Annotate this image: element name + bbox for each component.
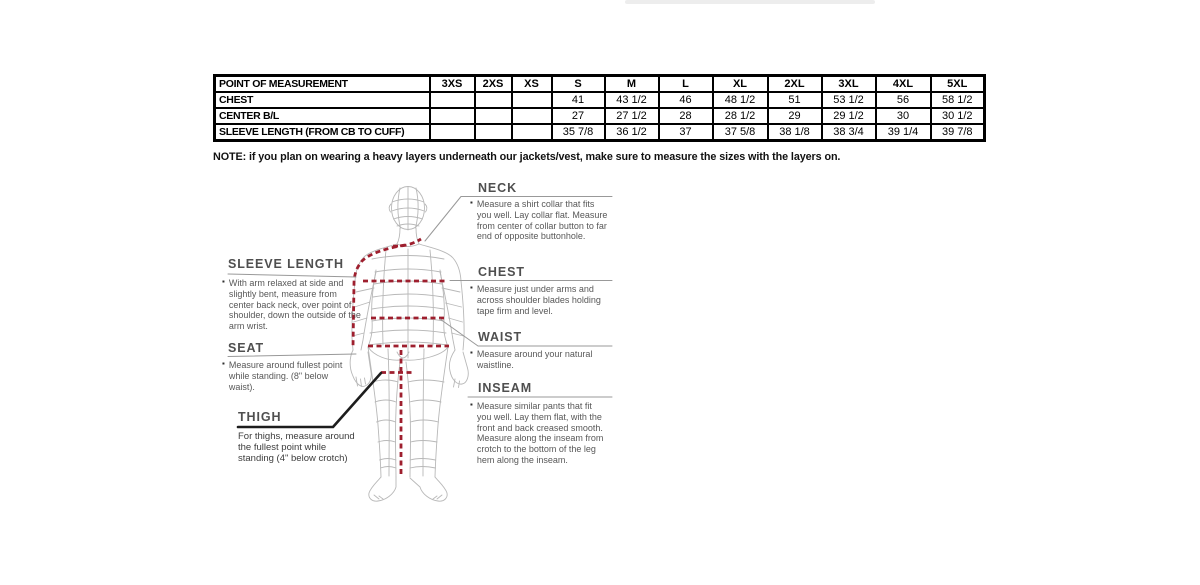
section-text-seat: ▪ Measure around fullest point while standing. (8" below waist). — [222, 360, 352, 392]
section-heading-thigh: THIGH — [238, 410, 282, 424]
table-header-row — [215, 76, 985, 93]
section-text-thigh: For thighs, measure around the fullest point while standing (4" below crotch) — [238, 431, 355, 465]
size-cell: 28 — [659, 108, 713, 124]
column-header-xl: XL — [713, 76, 768, 93]
bullet-square-icon — [222, 359, 225, 370]
size-cell: 30 1/2 — [931, 108, 985, 124]
size-cell: 30 — [876, 108, 931, 124]
bullet-square-icon — [470, 283, 473, 294]
row-label-chest: CHEST — [215, 92, 430, 108]
size-chart-table — [213, 74, 986, 142]
size-cell — [430, 92, 475, 108]
waist-leader-line — [440, 319, 612, 346]
sleeve-leader-line — [228, 274, 356, 277]
size-cell: 53 1/2 — [822, 92, 876, 108]
size-cell: 41 — [552, 92, 605, 108]
body-wireframe — [350, 187, 468, 502]
column-header-5xl: 5XL — [931, 76, 985, 93]
section-text-waist: ▪ Measure around your natural waistline. — [470, 349, 608, 371]
size-cell: 38 3/4 — [822, 124, 876, 141]
bullet-square-icon — [470, 400, 473, 411]
row-label-center-bl: CENTER B/L — [215, 108, 430, 124]
size-cell — [475, 92, 512, 108]
column-header-2xl: 2XL — [768, 76, 822, 93]
size-cell — [512, 92, 552, 108]
section-heading-neck: NECK — [478, 181, 518, 195]
size-cell: 56 — [876, 92, 931, 108]
column-header-point-of-measurement: POINT OF MEASUREMENT — [215, 76, 430, 93]
section-text-neck: ▪ Measure a shirt collar that fits you well. Lay collar flat. Measure from center of collar button to far end of opposite buttonhole. — [470, 199, 608, 242]
bullet-square-icon — [222, 277, 225, 288]
column-header-s: S — [552, 76, 605, 93]
table-row-sleeve-length — [215, 124, 985, 141]
size-cell — [430, 108, 475, 124]
size-cell: 27 — [552, 108, 605, 124]
column-header-4xl: 4XL — [876, 76, 931, 93]
section-heading-chest: CHEST — [478, 265, 525, 279]
size-cell: 46 — [659, 92, 713, 108]
size-cell: 38 1/8 — [768, 124, 822, 141]
column-header-l: L — [659, 76, 713, 93]
column-header-3xl: 3XL — [822, 76, 876, 93]
size-cell — [512, 108, 552, 124]
size-cell: 36 1/2 — [605, 124, 659, 141]
bullet-square-icon — [470, 198, 473, 209]
column-header-xs: XS — [512, 76, 552, 93]
size-cell: 29 — [768, 108, 822, 124]
section-text-inseam: ▪ Measure similar pants that fit you well. Lay them flat, with the front and back creased smooth. Measure along the inseam from crotch to the bottom of the leg hem along the inseam. — [470, 401, 608, 466]
note-text: NOTE: if you plan on wearing a heavy layers underneath our jackets/vest, make sure to measure the sizes with the layers on. — [213, 151, 841, 163]
size-cell: 39 1/4 — [876, 124, 931, 141]
section-text-chest: ▪ Measure just under arms and across shoulder blades holding tape firm and level. — [470, 284, 608, 316]
section-heading-inseam: INSEAM — [478, 381, 533, 395]
column-header-2xs: 2XS — [475, 76, 512, 93]
scan-artifact — [625, 0, 875, 4]
size-cell: 39 7/8 — [931, 124, 985, 141]
bullet-square-icon — [470, 348, 473, 359]
size-cell: 51 — [768, 92, 822, 108]
column-header-m: M — [605, 76, 659, 93]
size-cell: 58 1/2 — [931, 92, 985, 108]
table-row-center-bl — [215, 108, 985, 124]
column-header-3xs: 3XS — [430, 76, 475, 93]
row-label-sleeve-length: SLEEVE LENGTH (FROM CB TO CUFF) — [215, 124, 430, 141]
size-cell: 43 1/2 — [605, 92, 659, 108]
size-cell — [475, 124, 512, 141]
section-heading-waist: WAIST — [478, 330, 523, 344]
size-cell — [512, 124, 552, 141]
table-row-chest — [215, 92, 985, 108]
section-text-sleeve-length: ▪ With arm relaxed at side and slightly bent, measure from center back neck, over point of shoulder, down the outside of the arm wrist. — [222, 278, 362, 332]
size-cell: 37 5/8 — [713, 124, 768, 141]
section-heading-seat: SEAT — [228, 341, 265, 355]
size-cell: 35 7/8 — [552, 124, 605, 141]
size-cell — [475, 108, 512, 124]
size-cell: 48 1/2 — [713, 92, 768, 108]
size-cell: 29 1/2 — [822, 108, 876, 124]
size-cell: 27 1/2 — [605, 108, 659, 124]
size-cell: 28 1/2 — [713, 108, 768, 124]
section-heading-sleeve-length: SLEEVE LENGTH — [228, 257, 344, 271]
size-cell — [430, 124, 475, 141]
size-cell: 37 — [659, 124, 713, 141]
